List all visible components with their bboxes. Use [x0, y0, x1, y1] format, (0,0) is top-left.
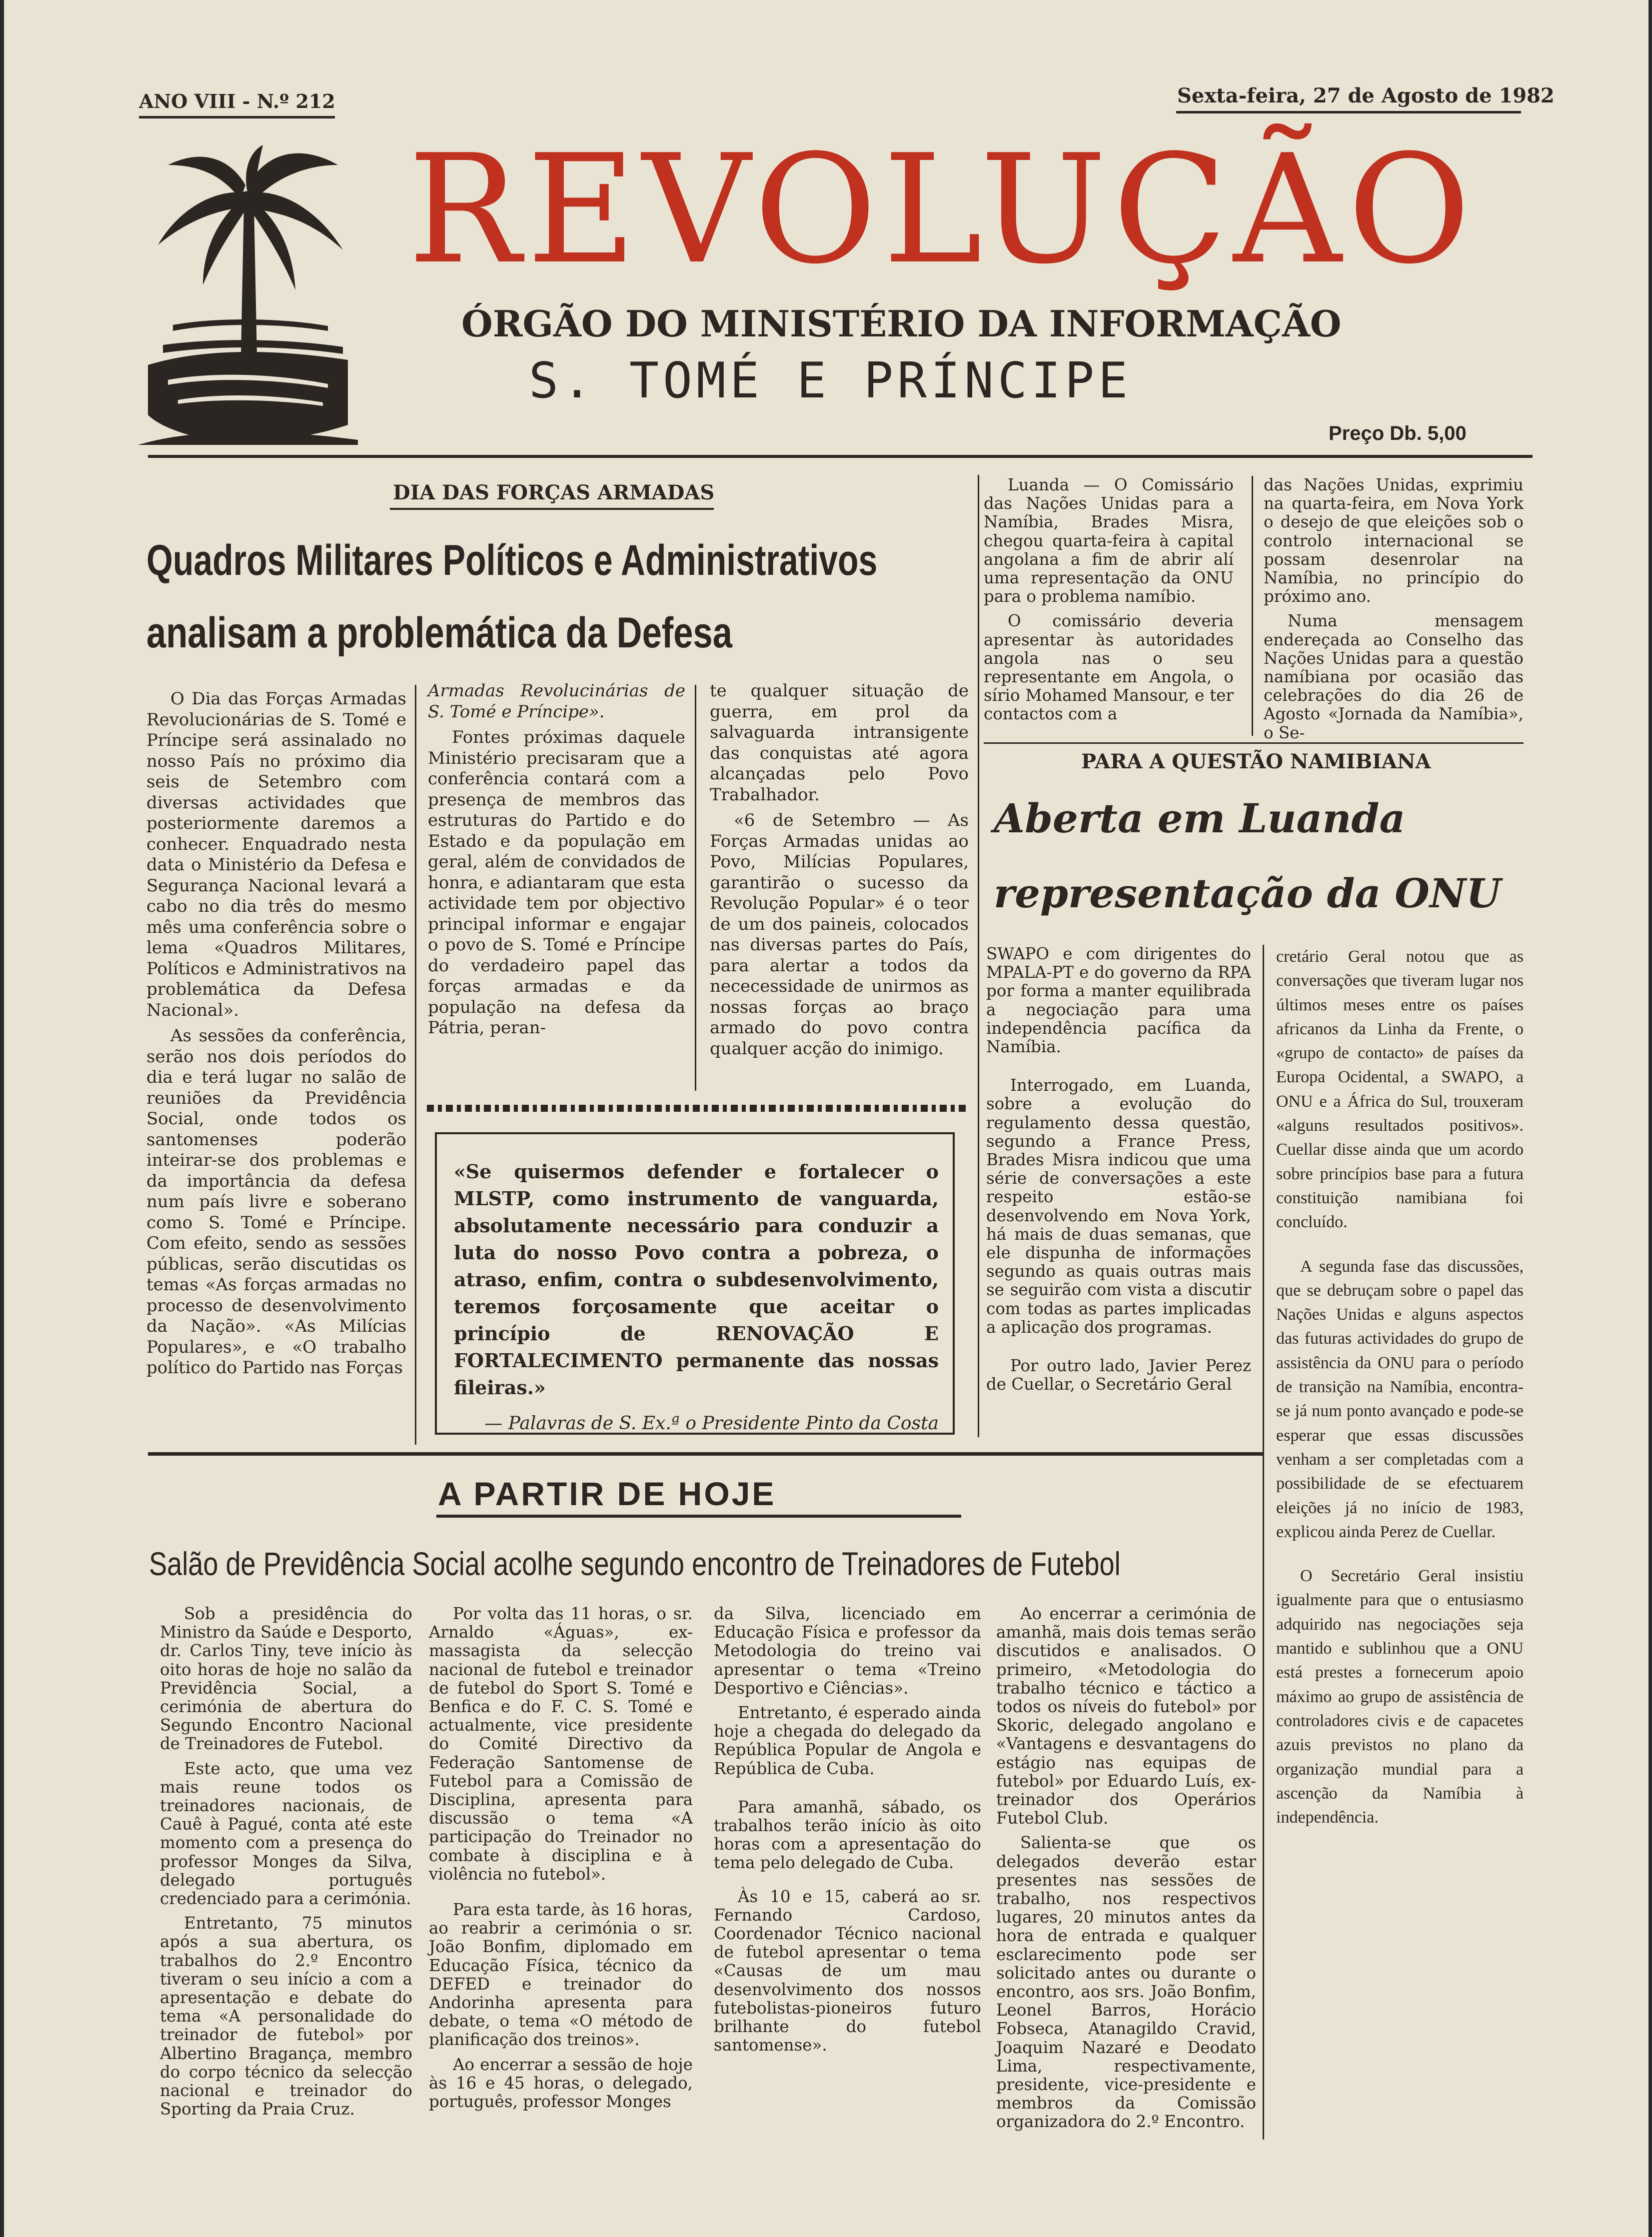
paragraph: As sessões da conferência, serão nos dois períodos do dia e terá lugar no salão de reuniões da Previdência Social, onde todos os santomenses poderão inteirar-se dos problemas e da importância da defesa num país livre e soberano como S. Tomé e Príncipe. Com efeito, sendo as sessões públicas, serão discutidas os temas «As forças armadas no processo de desenvolvimento da Nação». «As Milícias Populares», e «O trabalho político do Partido nas Forças: [146, 1026, 406, 1378]
date-underline: [1176, 111, 1521, 113]
paragraph: te qualquer situação de guerra, em prol da salvaguarda intransigente das conquistas até agora alcançadas pelo Povo Trabalhador.: [710, 681, 969, 805]
paragraph: SWAPO e com dirigentes do MPALA-PT e do governo da RPA por forma a manter equilibrada a negociação para uma independência pacífica da Namíbia.: [986, 944, 1251, 1057]
article1-headline-line2: analisam a problemática da Defesa: [146, 609, 732, 657]
kicker-underline: [436, 1515, 961, 1518]
paragraph: Fontes próximas daquele Ministério precisaram que a conferência contará com a presença de membros das estruturas do Partido e do Estado e da população em geral, além de convidados de honra, e adiantaram que esta actividade tem por objectivo principal informar e engajar o povo de S. Tomé e Príncipe do verdadeiro papel das forças armadas e da população na defesa da Pátria, peran-: [428, 727, 685, 1038]
paragraph: Luanda — O Comissário das Nações Unidas para a Namíbia, Brades Misra, chegou quarta-feira à capital angolana a fim de abrir alí uma representação da ONU para o problema namíbio.: [984, 475, 1234, 606]
masthead-country: S. TOMÉ E PRÍNCIPE: [529, 352, 1132, 409]
article2-kicker: PARA A QUESTÃO NAMIBIANA: [1081, 750, 1431, 773]
paragraph: Numa mensagem endereçada ao Conselho das Nações Unidas para a questão namíbiana por ocasião das celebrações do dia 26 de Agosto «Jornada da Namíbia», o Se-: [1264, 611, 1524, 742]
quote-attribution: — Palavras de S. Ex.ª o Presidente Pinto da Costa: [484, 1413, 939, 1434]
president-quote: «Se quisermos defender e fortalecer o MLSTP, como instrumento de vanguarda, absolutamente necessário para conduzir a luta do nosso Povo contra a pobreza, o atraso, enfim, contra o subdesenvolvimento, teremos forçosamente que aceitar o princípio de RENOVAÇÃO E FORTALECIMENTO permanente das nossas fileiras.»: [454, 1160, 939, 1399]
masthead-subtitle: ÓRGÃO DO MINISTÉRIO DA INFORMAÇÃO: [461, 302, 1342, 345]
column-divider: [415, 685, 416, 1445]
paragraph: O comissário deveria apresentar às autoridades angola nas o seu representante em Angola, o sírio Mohamed Mansour, e ter contactos com a: [984, 611, 1234, 724]
column-divider: [1263, 945, 1264, 2140]
article3-column-2: [429, 1605, 693, 2117]
issue-number: ANO VIII - N.º 212: [139, 90, 335, 112]
article2-top-rule: [984, 742, 1524, 744]
article1-column-1: [146, 689, 406, 1384]
article3-column-1: [160, 1605, 412, 2125]
issue-underline: [139, 116, 335, 118]
quote-box: [435, 1132, 955, 1435]
paragraph: Às 10 e 15, caberá ao sr. Fernando Cardoso, Coordenador Técnico nacional de futebol apresentar o tema «Causas de um mau desenvolvimento dos nossos futebolistas-pioneiros futuro brilhante do futebol santomense».: [714, 1887, 981, 2055]
article3-column-3: [714, 1605, 981, 2061]
masthead-rule: [148, 455, 1533, 458]
paragraph: O Secretário Geral insistiu igualmente para que o entusiasmo adquirido nas negociações seja mantido e sublinhou que a ONU está prestes a fornecerum apoio máximo ao grupo de assistência de controladores civis e de capacetes azuis previstos no plano da organização mundial para a ascenção da Namíbia à independência.: [1276, 1567, 1524, 1827]
paragraph: A segunda fase das discussões, que se debruçam sobre o papel das Nações Unidas e alguns aspectos das futuras actividades do grupo de assistência da ONU para o período de transição na Namíbia, encontra-se já num ponto avançado e pode-se esperar que essas discussões venham a ser completadas com a possibilidade de se efectuarem eleições já no início de 1983, explicou ainda Perez de Cuellar.: [1276, 1257, 1524, 1541]
paragraph: «6 de Setembro — As Forças Armadas unidas ao Povo, Milícias Populares, garantirão o sucesso da Revolução Popular» é o teor de um dos paineis, colocados nas diversas partes do País, para alertar a todos da nececessidade de unirmos as nossas forças ao braço armado do povo contra qualquer acção do inimigo.: [710, 810, 969, 1059]
paragraph: Entretanto, 75 minutos após a sua abertura, os trabalhos do 2.º Encontro tiveram o seu início a com a apresentação e debate do tema «A personalidade do treinador de futebol» por Albertino Bragança, membro do corpo técnico da selecção nacional e treinador do Sporting da Praia Cruz.: [160, 1914, 412, 2119]
paragraph: Este acto, que uma vez mais reune todos os treinadores nacionais, de Cauê à Pagué, conta até este momento com a presença do professor Monges da Silva, delegado português credenciado para a cerimónia.: [160, 1759, 412, 1909]
price: Preço Db. 5,00: [1329, 422, 1467, 444]
paragraph: cretário Geral notou que as conversações que tiveram lugar nos últimos meses entre os países africanos da Linha da Frente, o «grupo de contacto» de países da Europa Ocidental, a SWAPO, a ONU e a África do Sul, trouxeram «alguns resultados positivos». Cuellar disse ainda que um acordo sobre princípios base para a futura constituição namibiana foi concluído.: [1276, 947, 1524, 1232]
article1-kicker: DIA DAS FORÇAS ARMADAS: [393, 481, 715, 504]
kicker-underline: [390, 508, 714, 510]
article2-headline-line2: representação da ONU: [994, 870, 1501, 917]
newspaper-page: [4, 0, 1649, 2237]
article3-top-rule: [148, 1452, 1263, 1456]
paragraph: da Silva, licenciado em Educação Física e professor da Metodologia do treino vai apresentar o tema «Treino Desportivo e Ciências».: [714, 1604, 981, 1698]
paragraph: Por volta das 11 horas, o sr. Arnaldo «Águas», ex-massagista da selecção nacional de futebol e treinador de futebol do Sport S. Tomé e Benfica e do F. C. S. Tomé e actualmente, vice presidente do Comité Directivo da Federação Santomense de Futebol para a Comissão de Disciplina, apresenta para discussão o tema «A participação do Treinador no combate à disciplina e à violência no futebol».: [429, 1604, 693, 1884]
article1-column-3: [710, 681, 969, 1064]
palm-tree-logo: [138, 145, 358, 445]
article3-column-4: [996, 1605, 1256, 2138]
section-divider: [978, 475, 979, 1437]
article2-column-2: [1276, 945, 1524, 1836]
article2-top-column-1: [984, 476, 1234, 730]
article2-top-column-2: [1264, 476, 1524, 748]
decorative-border: [427, 1105, 967, 1112]
article1-headline-line1: Quadros Militares Políticos e Administrativos: [146, 536, 878, 584]
newspaper-title: REVOLUÇÃO: [408, 122, 1477, 297]
column-divider: [695, 685, 696, 1091]
paragraph: Armadas Revolucinárias de S. Tomé e Príncipe».: [428, 681, 685, 722]
article2-headline-line1: Aberta em Luanda: [994, 795, 1406, 842]
paragraph: Interrogado, em Luanda, sobre a evolução do regulamento dessa questão, segundo a France Press, Brades Misra indicou que uma série de conversações a este respeito estão-se desenvolvendo em Nova York, há mais de duas semanas, que ele dispunha de informações segundo as quais outras mais se seguirão com vista a discutir com todas as partes implicadas a aplicação dos programas.: [986, 1076, 1251, 1337]
paragraph: Para amanhã, sábado, os trabalhos terão início às oito horas com a apresentação do tema pelo delegado de Cuba.: [714, 1797, 981, 1873]
article1-column-2: [428, 681, 685, 1044]
paragraph: Ao encerrar a cerimónia de amanhã, mais dois temas serão discutidos e analisados. O primeiro, «Metodologia do trabalho técnico e táctico a todos os níveis do futebol» por Skoric, delegado angolano e «Vantagens e desvantagens do estágio nas equipas de futebol» por Eduardo Luís, ex-treinador dos Operários Futebol Club.: [996, 1604, 1256, 1828]
paragraph: Por outro lado, Javier Perez de Cuellar, o Secretário Geral: [986, 1356, 1251, 1394]
paragraph: Salienta-se que os delegados deverão estar presentes nas sessões de trabalho, nos respectivos lugares, 20 minutos antes da hora de entrada e qualquer esclarecimento pode ser solicitado antes ou durante o encontro, aos srs. João Bonfim, Leonel Barros, Horácio Fobseca, Atanagildo Cravid, Joaquim Nazaré e Deodato Lima, respectivamente, presidente, vice-presidente e membros da Comissão organizadora do 2.º Encontro.: [996, 1833, 1256, 2132]
article2-column-1: [986, 945, 1251, 1400]
paragraph: das Nações Unidas, exprimiu na quarta-feira, em Nova York o desejo de que eleições sob o controlo internacional se possam desenrolar na Namíbia, no princípio do próximo ano.: [1264, 475, 1524, 606]
paragraph: Entretanto, é esperado ainda hoje a chegada do delegado da República Popular de Angola e República de Cuba.: [714, 1703, 981, 1778]
paragraph: Ao encerrar a sessão de hoje às 16 e 45 horas, o delegado, português, professor Monges: [429, 2055, 693, 2112]
paragraph: O Dia das Forças Armadas Revolucionárias de S. Tomé e Príncipe será assinalado no nosso País no próximo dia seis de Setembro com diversas actividades que posteriormente daremos a conhecer. Enquadrado nesta data o Ministério da Defesa e Segurança Nacional levará a cabo no dia três do mesmo mês uma conferência sobre o lema «Quadros Militares, Políticos e Administrativos na problemática da Defesa Nacional».: [146, 689, 406, 1020]
article3-kicker: A PARTIR DE HOJE: [438, 1475, 776, 1512]
paragraph: Para esta tarde, às 16 horas, ao reabrir a cerimónia o sr. João Bonfim, diplomado em Educação Física, técnico da DEFED e treinador do Andorinha apresenta para debate, o tema «O método de planificação dos treinos».: [429, 1900, 693, 2050]
article3-headline: Salão de Previdência Social acolhe segundo encontro de Treinadores de Futebol: [149, 1545, 1121, 1582]
issue-date: Sexta-feira, 27 de Agosto de 1982: [1177, 84, 1555, 107]
paragraph: Sob a presidência do Ministro da Saúde e Desporto, dr. Carlos Tiny, teve início às oito horas de hoje no salão da Previdência Social, a cerimónia de abertura do Segundo Encontro Nacional de Treinadores de Futebol.: [160, 1604, 412, 1754]
column-divider: [1252, 476, 1253, 736]
